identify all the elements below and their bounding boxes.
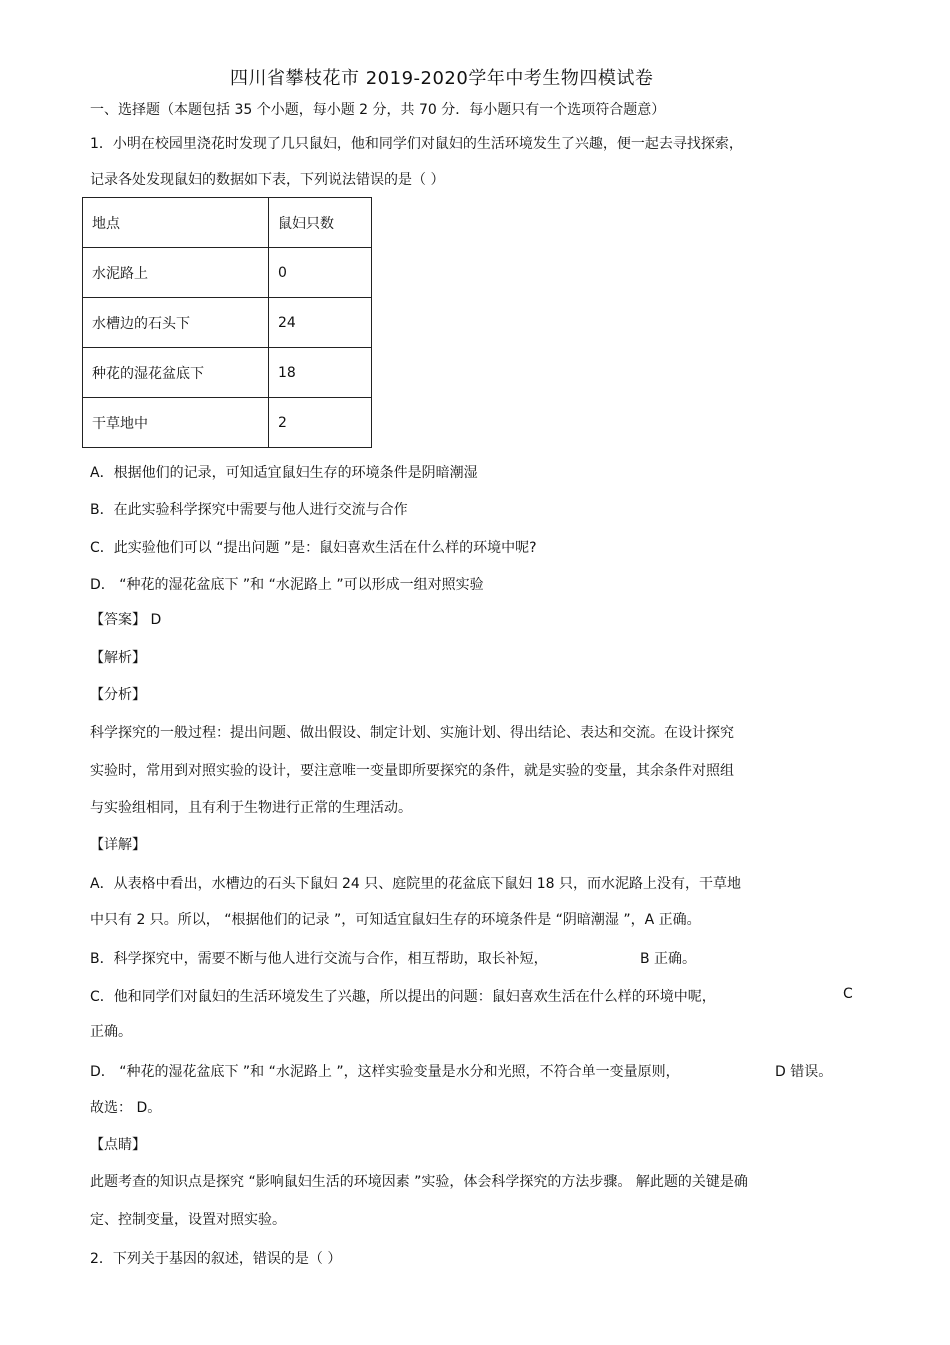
detail-d: D． “种花的湿花盆底下 ”和 “水泥路上 ”，这样实验变量是水分和光照，不符合单一变量原则，: [90, 1064, 680, 1080]
header-count: 鼠妇只数: [269, 198, 372, 248]
xiangjie-label: 【详解】: [90, 837, 146, 853]
table-cell-count: 0: [269, 248, 372, 298]
q1-stem-line2: 记录各处发现鼠妇的数据如下表，下列说法错误的是（ ）: [90, 172, 445, 188]
table-cell-count: 24: [269, 298, 372, 348]
detail-c-letter: C: [843, 986, 853, 1002]
table-cell-location: 种花的湿花盆底下: [83, 348, 269, 398]
page-title: 四川省攀枝花市 2019-2020学年中考生物四模试卷: [230, 68, 654, 89]
comment-line1: 此题考查的知识点是探究 “影响鼠妇生活的环境因素 ”实验，体会科学探究的方法步骤。 解此题的关键是确: [90, 1174, 748, 1190]
table-cell-count: 2: [269, 398, 372, 448]
woodlouse-count-table: [82, 197, 372, 448]
q2-stem: 2．下列关于基因的叙述，错误的是（ ）: [90, 1251, 342, 1267]
table-row: [83, 348, 372, 398]
dianjing-label: 【点睛】: [90, 1137, 146, 1153]
header-location: 地点: [83, 198, 269, 248]
option-a: A．根据他们的记录，可知适宜鼠妇生存的环境条件是阴暗潮湿: [90, 465, 478, 481]
detail-b: B．科学探究中，需要不断与他人进行交流与合作，相互帮助，取长补短，: [90, 951, 548, 967]
comment-line2: 定、控制变量，设置对照实验。: [90, 1212, 286, 1228]
analysis-line: 与实验组相同，且有利于生物进行正常的生理活动。: [90, 800, 412, 816]
option-b: B．在此实验科学探究中需要与他人进行交流与合作: [90, 502, 408, 518]
table-header-row: [83, 198, 372, 248]
table-row: [83, 248, 372, 298]
fenxi-label: 【分析】: [90, 687, 146, 703]
q1-stem-line1: 1．小明在校园里浇花时发现了几只鼠妇，他和同学们对鼠妇的生活环境发生了兴趣，便一起去寻找探索，: [90, 136, 743, 152]
detail-c-verdict: 正确。: [90, 1024, 132, 1040]
table-cell-location: 水泥路上: [83, 248, 269, 298]
table-cell-location: 干草地中: [83, 398, 269, 448]
analysis-line: 实验时，常用到对照实验的设计，要注意唯一变量即所要探究的条件，就是实验的变量，其余条件对照组: [90, 763, 734, 779]
option-d: D． “种花的湿花盆底下 ”和 “水泥路上 ”可以形成一组对照实验: [90, 577, 484, 593]
detail-b-verdict: B 正确。: [640, 951, 697, 967]
table-cell-count: 18: [269, 348, 372, 398]
option-c: C．此实验他们可以 “提出问题 ”是：鼠妇喜欢生活在什么样的环境中呢?: [90, 540, 537, 556]
analysis-line: 科学探究的一般过程：提出问题、做出假设、制定计划、实施计划、得出结论、表达和交流。在设计探究: [90, 725, 734, 741]
table-row: [83, 398, 372, 448]
detail-d-verdict: D 错误。: [775, 1064, 833, 1080]
table-row: [83, 298, 372, 348]
jiexi-label: 【解析】: [90, 650, 146, 666]
detail-a-line1: A．从表格中看出，水槽边的石头下鼠妇 24 只、庭院里的花盆底下鼠妇 18 只，而水泥路上没有，干草地: [90, 876, 742, 892]
section-heading: 一、选择题（本题包括 35 个小题，每小题 2 分，共 70 分．每小题只有一个选项符合题意）: [90, 102, 666, 118]
table-cell-location: 水槽边的石头下: [83, 298, 269, 348]
detail-a-line2: 中只有 2 只。所以， “根据他们的记录 ”，可知适宜鼠妇生存的环境条件是 “阴暗潮湿 ”，A 正确。: [90, 912, 701, 928]
detail-c: C．他和同学们对鼠妇的生活环境发生了兴趣，所以提出的问题：鼠妇喜欢生活在什么样的环境中呢，: [90, 989, 716, 1005]
conclusion: 故选： D。: [90, 1100, 162, 1116]
answer-label: 【答案】 D: [90, 612, 162, 628]
